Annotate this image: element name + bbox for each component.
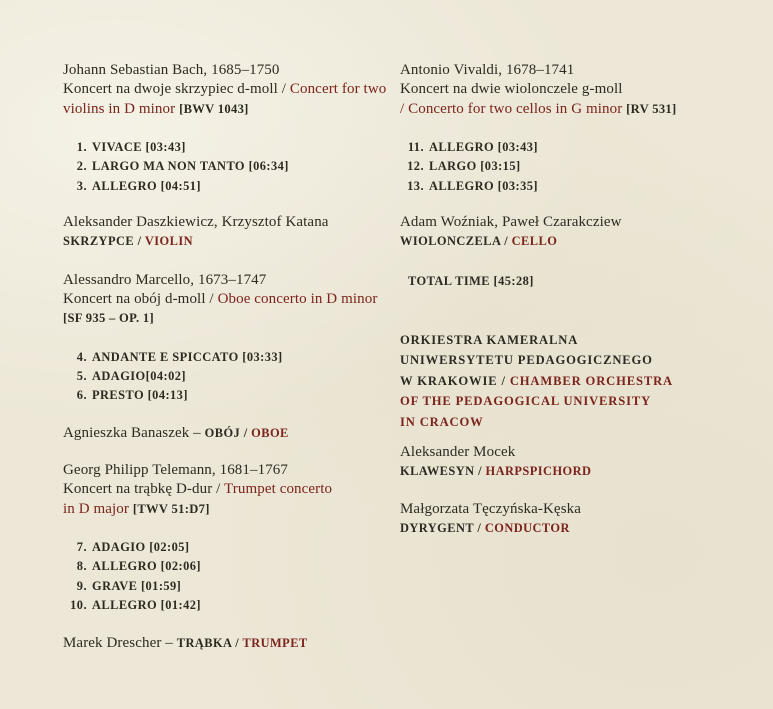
track-row [63,596,400,615]
track-number: 8. [76,559,87,574]
track-title: PRESTO [04:13] [92,388,188,403]
work-bach [63,61,400,119]
track-number: 13. [407,178,424,193]
performers-violin [63,213,400,252]
instrument-en: VIOLIN [144,234,193,249]
track-row [63,557,400,576]
catalog-number: [BWV 1043] [179,101,249,116]
work-title-bach-line1 [63,80,400,99]
track-row [63,538,400,557]
performer-name: Agnieszka Banaszek – [63,424,205,441]
track-title: ALLEGRO [03:43] [429,139,538,154]
track-number: 10. [70,598,87,613]
instrument-label [400,519,773,538]
track-number: 3. [76,178,87,193]
performers-cello [400,213,773,252]
track-number: 2. [76,159,87,174]
work-vivaldi [400,61,773,119]
work-marcello [63,271,400,329]
instrument-en: HARPSPICHORD [485,464,592,479]
performer-name: Aleksander Mocek [400,444,516,461]
instrument-label [63,232,400,251]
tracklist-bach [63,138,400,196]
performer-names: Adam Woźniak, Paweł Czarakcziew [400,214,622,231]
composer-name-marcello: Alessandro Marcello, 1673–1747 [63,271,267,288]
orchestra-line: UNIWERSYTETU PEDAGOGICZNEGO [400,353,653,368]
work-title-vivaldi-line1: Koncert na dwie wiolonczele g-moll [400,81,623,98]
orchestra-line: OF THE PEDAGOGICAL UNIVERSITY [400,394,652,409]
track-title: LARGO MA NON TANTO [06:34] [92,159,289,174]
total-time-label: TOTAL TIME [45:28] [408,273,534,288]
orchestra-line: ORKIESTRA KAMERALNA [400,333,579,347]
work-title-marcello-line1 [63,290,400,309]
track-row [63,138,400,157]
instrument-en: CELLO [511,234,558,249]
track-row [63,157,400,176]
instrument-pl: KLAWESYN / [400,464,486,479]
performer-oboe [63,424,400,443]
orchestra-line: IN CRACOW [400,414,484,429]
composer-name-vivaldi: Antonio Vivaldi, 1678–1741 [400,62,575,78]
performer-harpsichord [400,443,773,482]
track-number: 4. [76,349,87,364]
performer-trumpet [63,634,400,653]
tracklist-telemann [63,538,400,616]
catalog-number: [RV 531] [626,101,677,116]
work-title-en-cont: violins in D minor [63,100,180,117]
track-title: ALLEGRO [02:06] [92,559,201,574]
instrument-label [400,232,773,251]
instrument-en: OBOE [251,425,289,440]
work-telemann [63,461,400,519]
track-title: ALLEGRO [01:42] [92,598,201,613]
work-title-pl: Koncert na dwoje skrzypiec d-moll / [63,81,290,98]
performer-line [63,634,400,653]
work-title-pl: Koncert na obój d-moll / [63,291,218,307]
orchestra-pl: W KRAKOWIE / [400,373,510,388]
orchestra-line [400,371,773,391]
track-title: GRAVE [01:59] [92,578,182,593]
track-number: 7. [76,540,87,554]
track-title: VIVACE [03:43] [92,139,186,154]
track-title: ALLEGRO [04:51] [92,178,201,193]
instrument-pl: WIOLONCZELA / [400,234,512,249]
performer-name: Marek Drescher – [63,634,177,651]
work-title-telemann-line2 [63,500,400,519]
track-row [63,177,400,196]
left-column [63,61,400,709]
track-row [63,348,400,367]
composer-name-telemann: Georg Philipp Telemann, 1681–1767 [63,462,289,479]
total-time [400,272,773,291]
work-title-pl: Koncert na trąbkę D-dur / [63,481,225,498]
orchestra-credit [400,330,773,432]
performer-name: Małgorzata Tęczyńska-Kęska [400,500,581,517]
work-title-en: / Concerto for two cellos in G minor [400,100,627,117]
instrument-en: TRUMPET [242,635,308,650]
instrument-pl: TRĄBKA / [176,635,243,650]
track-row [400,157,773,176]
catalog-number: [TWV 51:D7] [132,501,210,516]
track-row [63,367,400,386]
instrument-pl: OBÓJ / [204,425,252,440]
work-title-marcello-line2 [63,309,400,328]
track-number: 12. [407,159,424,174]
performer-names: Aleksander Daszkiewicz, Krzysztof Katana [63,214,329,231]
track-row [400,138,773,157]
orchestra-en: CHAMBER ORCHESTRA [509,373,673,388]
catalog-number: [SF 935 – OP. 1] [63,311,154,326]
work-title-bach-line2 [63,100,400,119]
instrument-label [400,462,773,481]
track-number: 6. [76,388,87,403]
track-title: LARGO [03:15] [429,159,521,174]
track-number: 1. [76,139,87,154]
work-title-telemann-line1 [63,480,400,499]
track-number: 11. [407,139,424,154]
work-title-en-cont: in D major [63,500,133,517]
track-number: 9. [76,578,87,593]
track-number: 5. [76,369,87,383]
track-row [400,177,773,196]
work-title-vivaldi-line2 [400,100,773,119]
track-title: ADAGIO[04:02] [92,369,186,383]
track-row [63,386,400,405]
work-title-en: Concert for two [289,81,387,98]
right-column [400,61,773,709]
instrument-pl: SKRZYPCE / [63,234,145,249]
composer-name-bach: Johann Sebastian Bach, 1685–1750 [63,62,280,78]
work-title-en: Trumpet concerto [224,481,333,498]
track-title: ANDANTE E SPICCATO [03:33] [92,349,283,364]
track-row [63,577,400,596]
instrument-en: CONDUCTOR [484,520,570,535]
track-title: ADAGIO [02:05] [92,540,190,554]
instrument-pl: DYRYGENT / [400,520,485,535]
tracklist-vivaldi [400,138,773,196]
track-title: ALLEGRO [03:35] [429,178,538,193]
performer-line [63,424,400,443]
work-title-en: Oboe concerto in D minor [217,291,378,307]
tracklist-marcello [63,348,400,406]
performer-conductor [400,500,773,539]
